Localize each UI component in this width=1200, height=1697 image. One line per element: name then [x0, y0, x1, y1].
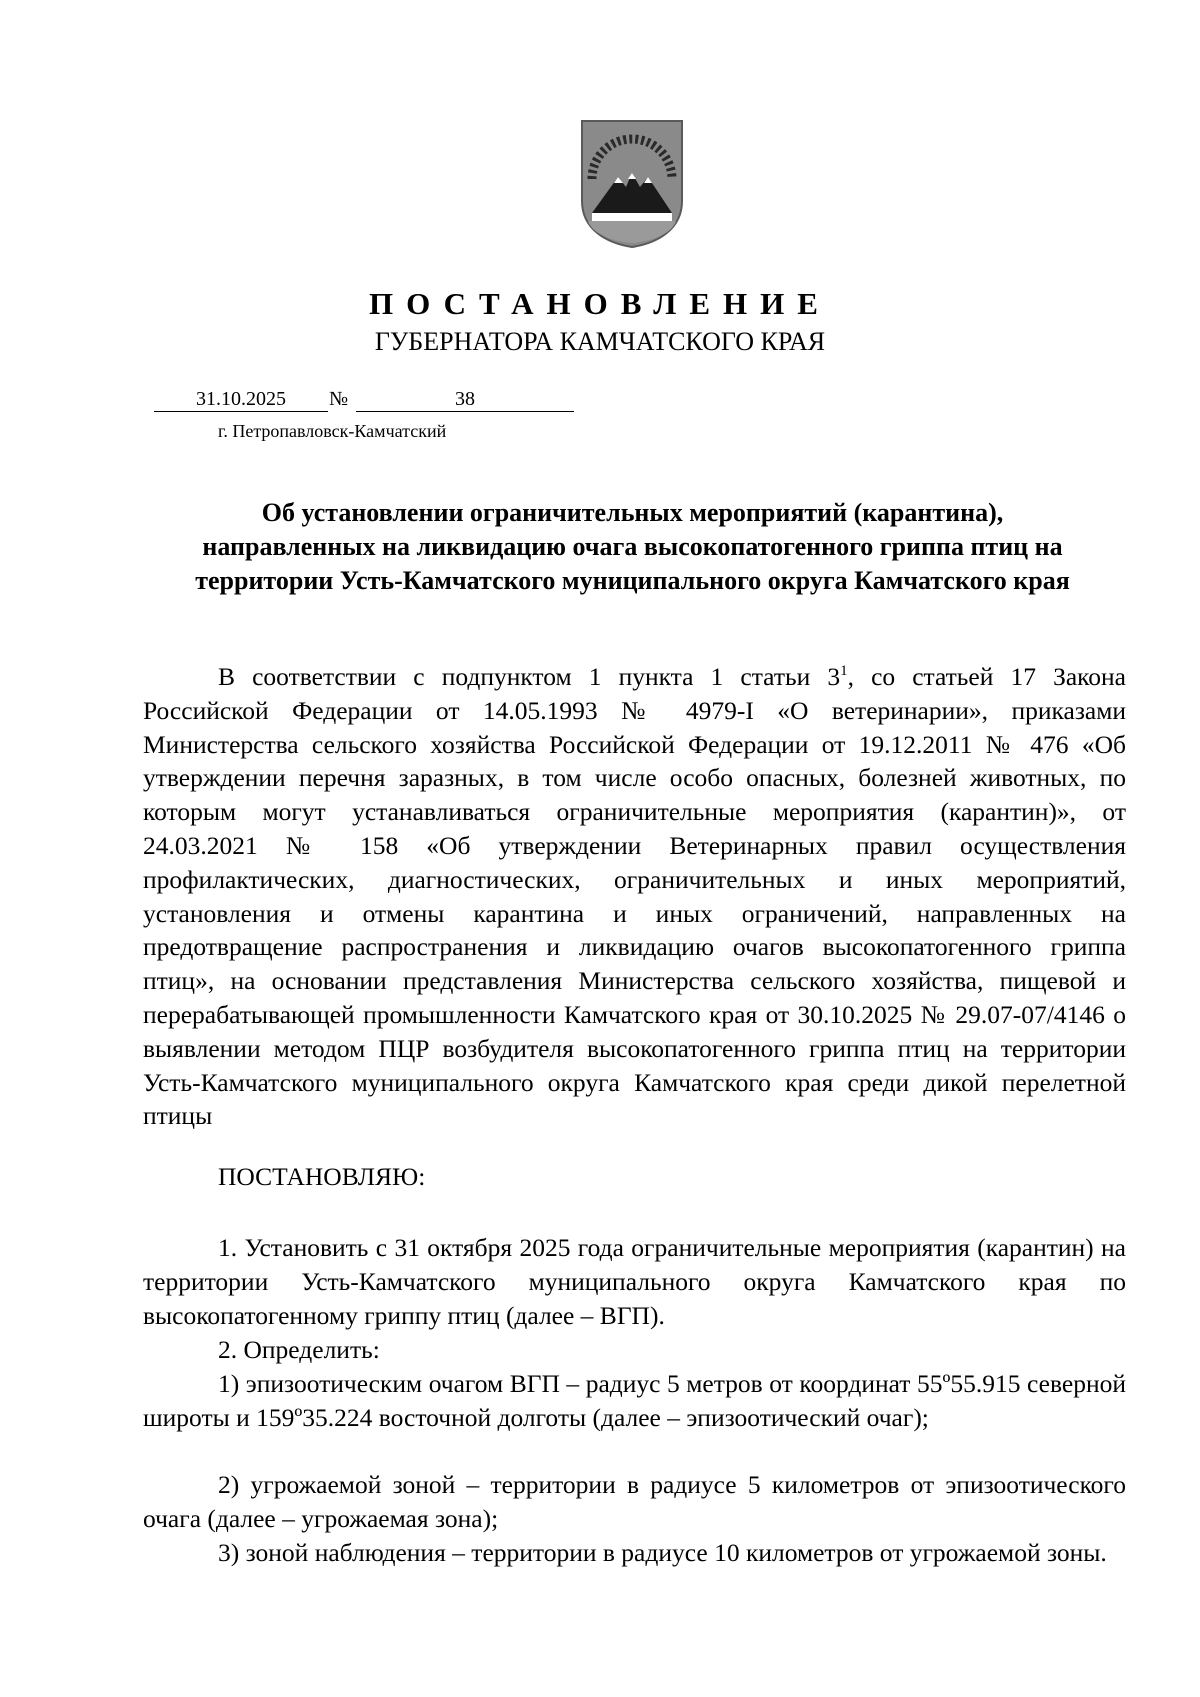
title-line: территории Усть-Камчатского муниципального округа Камчатского края — [195, 566, 1070, 595]
issuer-heading: ГУБЕРНАТОРА КАМЧАТСКОГО КРАЯ — [374, 327, 826, 356]
number-sign: № — [329, 388, 349, 410]
document-number: 38 — [356, 387, 574, 412]
kamchatka-coat-of-arms-icon — [578, 117, 686, 249]
preamble-text-rest: , со статьей 17 Закона Российской Федерации от 14.05.1993 № 4979-I «О ветеринарии», приказами Министерства сельского хозяйства Российской Федерации от 19.12.2011 № 476 «Об утверждении перечня заразных, в том числе особо опасных, болезней животных, по которым могут устанавливаться ограничительные мероприятия (карантин)», от 24.03.2021 № 158 «Об утверждении Ветеринарных правил осуществления профилактических, диагностических, ограничительных и иных мероприятий, установления и отмены карантина и иных ограничений, направленных на предотвращение распространения и ликвидацию очагов высокопатогенного гриппа птиц», на основании представления Министерства сельского хозяйства, пищевой и перерабатывающей промышленности Камчатского края от 30.10.2025 № 29.07-07/4146 о выявлении методом ПЦР возбудителя высокопатогенного гриппа птиц на территории Усть-Камчатского муниципального округа Камчатского края среди дикой перелетной птицы — [143, 662, 1126, 1131]
item-2-3: 3) зоной наблюдения – территории в радиусе 10 километров от угрожаемой зоны. — [218, 1538, 1107, 1567]
decree-word: ПОСТАНОВЛЯЮ: — [218, 1162, 426, 1191]
item-2-2: 2) угрожаемой зоной – территории в радиусе 5 километров от эпизоотического очага (далее – угрожаемая зона); — [143, 1470, 1126, 1533]
item-1: 1. Установить с 31 октября 2025 года ограничительные мероприятия (карантин) на территории Усть-Камчатского муниципального округа Камчатского края по высокопатогенному гриппу птиц (далее – ВГП). — [143, 1233, 1126, 1330]
document-title — [140, 496, 1125, 598]
document-place: г. Петропавловск-Камчатский — [218, 421, 447, 441]
item-2: 2. Определить: — [218, 1335, 380, 1364]
document-type-heading: ПОСТАНОВЛЕНИЕ — [369, 286, 831, 321]
title-line: направленных на ликвидацию очага высокопатогенного гриппа птиц на — [202, 532, 1063, 561]
superscript: 1 — [840, 663, 848, 679]
title-line: Об установлении ограничительных мероприятий (карантина), — [261, 498, 1004, 527]
preamble-text-start: В соответствии с подпунктом 1 пункта 1 статьи 3 — [218, 662, 841, 691]
item-2-1: 1) эпизоотическим очагом ВГП – радиус 5 метров от координат 55º55.915 северной широты и 159º35.224 восточной долготы (далее – эпизоотический очаг); — [143, 1369, 1126, 1432]
preamble-paragraph — [143, 660, 1126, 1133]
document-date: 31.10.2025 — [154, 387, 328, 412]
